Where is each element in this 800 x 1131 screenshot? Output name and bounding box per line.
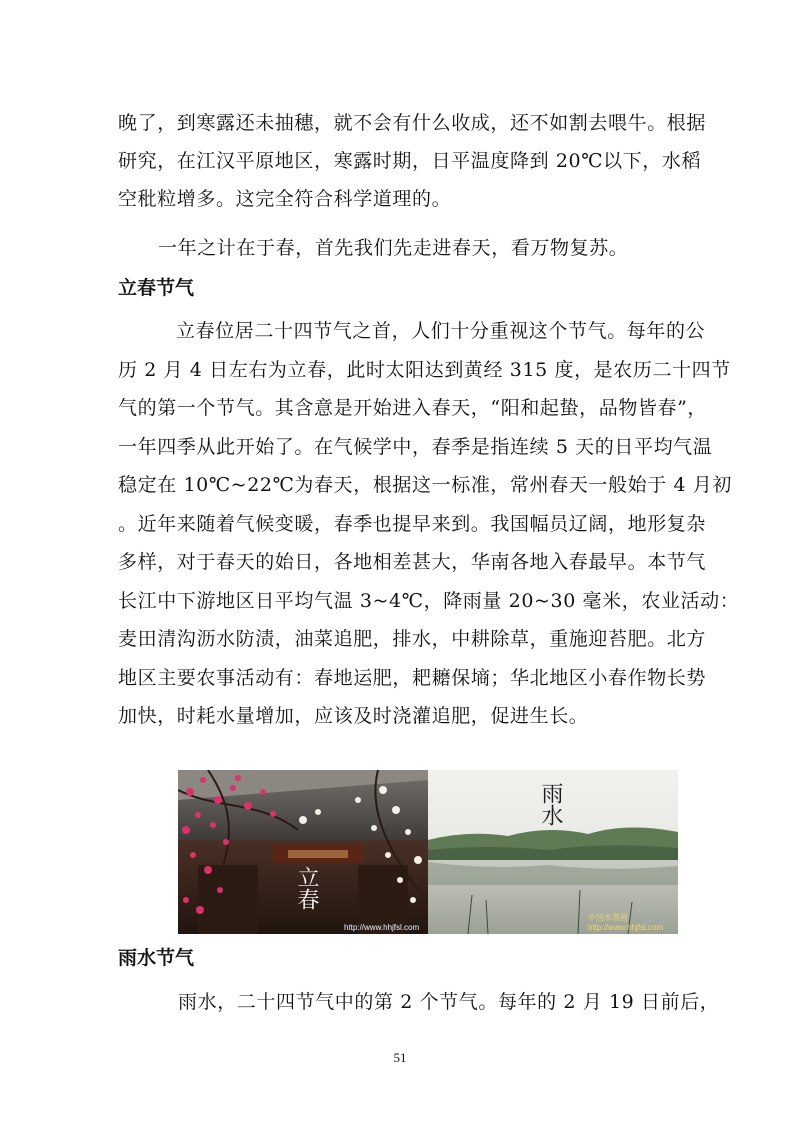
text-line: 气的第一个节气。其含意是开始进入春天，“阳和起蛰，品物皆春”， [118,397,708,419]
text-line: 。近年来随着气候变暖，春季也提早来到。我国幅员辽阔，地形复杂 [118,513,707,535]
yushui-photo [428,770,678,934]
lichun-photo [178,770,428,934]
text-line: 空秕粒增多。这完全符合科学道理的。 [118,188,452,210]
text-line: 历 2 月 4 日左右为立春，此时太阳达到黄经 315 度，是农历二十四节 [118,359,731,381]
page-number: 51 [393,1050,407,1065]
text-line: 麦田清沟沥水防渍，油菜追肥，排水，中耕除草，重施迎苔肥。北方 [118,628,707,650]
section-heading-yushui: 雨水节气 [118,947,195,969]
solar-terms-figure [178,770,678,934]
text-line: 晚了，到寒露还未抽穗，就不会有什么收成，还不如割去喂牛。根据 [118,112,707,134]
text-line: 一年四季从此开始了。在气候学中，春季是指连续 5 天的日平均气温 [118,436,713,458]
yushui-caption: 雨水 [538,782,563,826]
text-line: 立春位居二十四节气之首，人们十分重视这个节气。每年的公 [176,320,706,342]
text-line: 稳定在 10℃~22℃为春天，根据这一标准，常州春天一般始于 4 月初 [118,474,732,496]
right-watermark-url: 中国水墨画 http://www.hhjfsl.com [588,913,664,932]
lichun-caption: 立春 [294,866,319,910]
text-line: 研究，在江汉平原地区，寒露时期，日平温度降到 20℃以下，水稻 [118,150,702,172]
text-line: 一年之计在于春，首先我们先走进春天，看万物复苏。 [158,237,629,259]
left-watermark-url: http://www.hhjfsl.com [344,923,420,932]
text-line: 加快，时耗水量增加，应该及时浇灌追肥，促进生长。 [118,705,589,727]
section-heading-lichun: 立春节气 [118,277,195,299]
text-line: 多样，对于春天的始日，各地相差甚大，华南各地入春最早。本节气 [118,551,707,573]
text-line: 长江中下游地区日平均气温 3~4℃，降雨量 20~30 毫米，农业活动： [118,590,740,612]
text-line: 雨水，二十四节气中的第 2 个节气。每年的 2 月 19 日前后， [178,991,720,1013]
text-line: 地区主要农事活动有：春地运肥，耙耱保墒；华北地区小春作物长势 [118,667,707,689]
